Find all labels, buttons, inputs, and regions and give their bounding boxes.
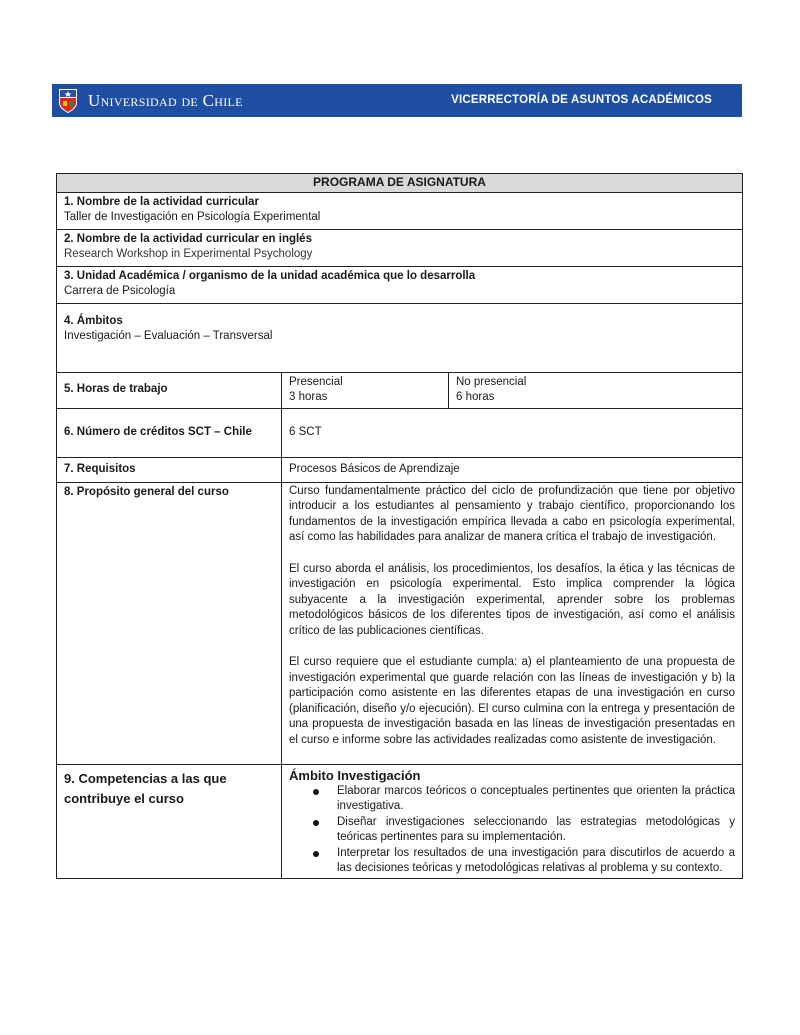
credits-value: 6 SCT: [282, 408, 743, 457]
ambito-heading: Ámbito Investigación: [289, 768, 421, 783]
presencial-value: 3 horas: [289, 391, 328, 403]
presencial-label: Presencial: [289, 375, 343, 388]
requirements-value: Procesos Básicos de Aprendizaje: [282, 457, 743, 482]
activity-name-value: Taller de Investigación en Psicología Experimental: [64, 211, 321, 223]
presencial-cell: [282, 372, 449, 408]
activity-name-english-value: Research Workshop in Experimental Psychology: [64, 248, 313, 260]
competencies-cell: [282, 765, 743, 879]
competencies-list: [289, 784, 735, 877]
list-item: Elaborar marcos teóricos o conceptuales pertinentes que orienten la práctica investigativa.: [337, 784, 735, 815]
program-title: PROGRAMA DE ASIGNATURA: [57, 174, 743, 193]
purpose-paragraph-2: El curso aborda el análisis, los procedimientos, los desafíos, la ética y las técnicas de investigación en psicología experimental. Esto implica comprender la lógica subyacente a la investigación experimental, aprender sobre los problemas metodológicos básicos de los diferentes tipos de investigación, así como el análisis crítico de las publicaciones científicas.: [289, 562, 735, 637]
purpose-label: 8. Propósito general del curso: [57, 482, 282, 765]
work-hours-label: 5. Horas de trabajo: [57, 372, 282, 408]
university-name: Universidad de Chile: [88, 90, 243, 110]
purpose-cell: [282, 482, 743, 765]
list-item: Diseñar investigaciones seleccionando las estrategias metodológicas y teóricas pertinentes para su implementación.: [337, 815, 735, 846]
purpose-paragraph-1: Curso fundamentalmente práctico del ciclo de profundización que tiene por objetivo introducir a los estudiantes al pensamiento y trabajo científico, proporcionando los fundamentos de la investigación empírica llevada a cabo en psicología experimental, así como las habilidades para analizar de manera crítica el trabajo de investigación.: [289, 484, 735, 543]
activity-name-english-label: 2. Nombre de la actividad curricular en inglés: [64, 232, 312, 245]
list-item: Interpretar los resultados de una investigación para discutirlos de acuerdo a las decisiones teóricas y metodológicas relativas al problema y su contexto.: [337, 846, 735, 877]
no-presencial-value: 6 horas: [456, 391, 495, 403]
ambitos-label: 4. Ámbitos: [64, 314, 123, 327]
header-banner: [52, 84, 742, 117]
activity-name-label: 1. Nombre de la actividad curricular: [64, 195, 259, 208]
vicerrectoria-title: VICERRECTORÍA DE ASUNTOS ACADÉMICOS: [451, 94, 712, 106]
purpose-paragraph-3: El curso requiere que el estudiante cumpla: a) el planteamiento de una propuesta de investigación experimental que guarde relación con las líneas de investigación y b) la participación como asistente en las diferentes etapas de una investigación en curso (planificación, diseño y/o ejecución). El curso culmina con la entrega y presentación de una propuesta de investigación basada en las líneas de investigación presentadas en el curso e informe sobre las actividades realizadas como asistente de investigación.: [289, 656, 735, 746]
requirements-label: 7. Requisitos: [57, 457, 282, 482]
academic-unit-value: Carrera de Psicología: [64, 285, 176, 297]
credits-label: 6. Número de créditos SCT – Chile: [57, 408, 282, 457]
row-activity-name-english: [57, 229, 743, 266]
no-presencial-cell: [449, 372, 743, 408]
ambitos-value: Investigación – Evaluación – Transversal: [64, 330, 273, 342]
row-academic-unit: [57, 266, 743, 303]
academic-unit-label: 3. Unidad Académica / organismo de la unidad académica que lo desarrolla: [64, 269, 476, 282]
university-shield-logo: [58, 88, 78, 114]
no-presencial-label: No presencial: [456, 375, 527, 388]
program-table: [56, 173, 743, 879]
competencies-label: 9. Competencias a las que contribuye el curso: [57, 765, 282, 879]
row-activity-name: [57, 192, 743, 229]
row-ambitos: [57, 303, 743, 372]
